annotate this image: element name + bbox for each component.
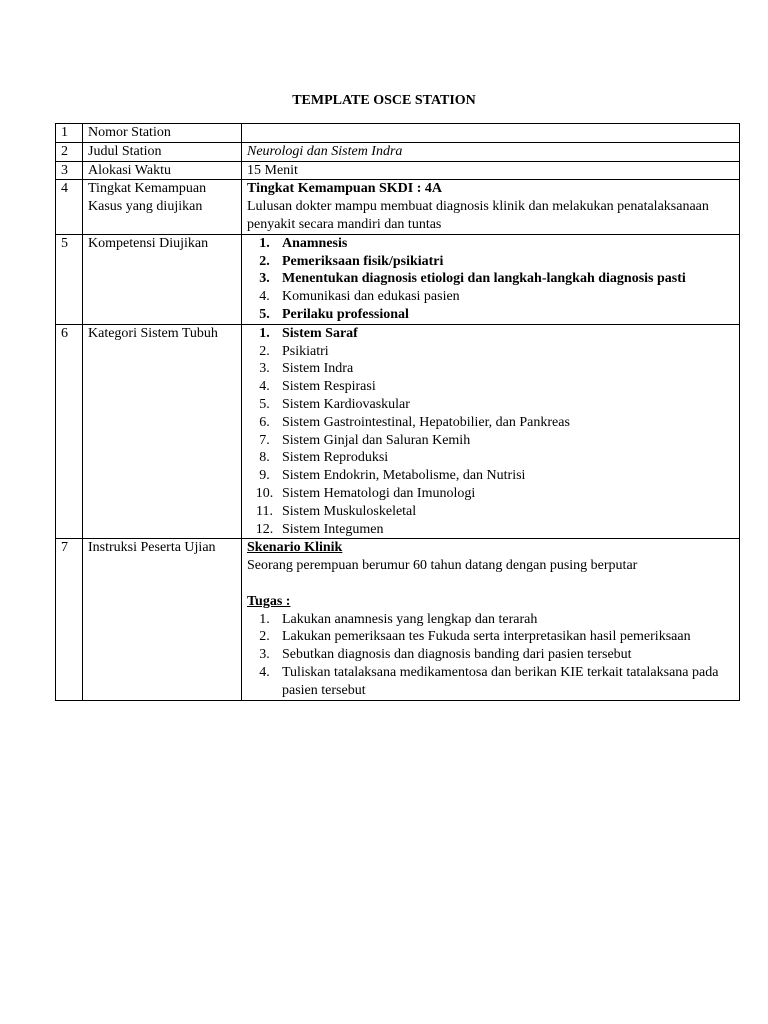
list-item-text: Sistem Indra <box>282 361 354 377</box>
row-label: Kategori Sistem Tubuh <box>83 324 242 539</box>
scenario-heading: Skenario Klinik <box>247 540 343 556</box>
table-row <box>56 539 740 700</box>
list-item <box>247 288 734 306</box>
list-item-text: Lakukan pemeriksaan tes Fukuda serta interpretasikan hasil pemeriksaan <box>282 629 691 645</box>
list-item <box>247 414 734 432</box>
table-row <box>56 324 740 539</box>
list-item-text: Sistem Ginjal dan Saluran Kemih <box>282 432 471 448</box>
list-item-number: 12. <box>255 521 274 537</box>
row-label: Alokasi Waktu <box>83 161 242 180</box>
list-item-number: 4. <box>259 289 270 305</box>
list-item-text: Sistem Respirasi <box>282 379 376 395</box>
table-row <box>56 180 740 234</box>
list-item-number: 11. <box>256 503 273 519</box>
list-item-text: Tuliskan tatalaksana medikamentosa dan berikan KIE terkait tatalaksana pada pasien tersebut <box>282 664 719 698</box>
tasks-heading: Tugas : <box>247 593 291 609</box>
competency-level-cell <box>242 180 740 234</box>
list-item-text: Sistem Muskuloskeletal <box>282 503 417 519</box>
list-item-text: Perilaku professional <box>282 306 409 322</box>
list-item <box>247 646 734 664</box>
station-number-value <box>242 124 740 143</box>
list-item-text: Pemeriksaan fisik/psikiatri <box>282 253 444 269</box>
list-item-text: Menentukan diagnosis etiologi dan langkah-langkah diagnosis pasti <box>282 271 686 287</box>
list-item-number: 1. <box>259 325 270 341</box>
skdi-level-description: Lulusan dokter mampu membuat diagnosis klinik dan melakukan penatalaksanaan penyakit secara mandiri dan tuntas <box>247 199 709 232</box>
list-item <box>247 611 734 629</box>
list-item-number: 9. <box>259 468 270 484</box>
list-item <box>247 343 734 361</box>
list-item <box>247 449 734 467</box>
list-item <box>247 467 734 485</box>
list-item <box>247 396 734 414</box>
list-item-number: 2. <box>259 343 270 359</box>
row-label: Instruksi Peserta Ujian <box>83 539 242 700</box>
list-item <box>247 521 734 539</box>
list-item-text: Sistem Endokrin, Metabolisme, dan Nutrisi <box>282 468 526 484</box>
list-item-number: 10. <box>255 485 274 501</box>
list-item-number: 2. <box>259 253 270 269</box>
list-item <box>247 503 734 521</box>
row-number: 3 <box>56 161 83 180</box>
list-item-text: Psikiatri <box>282 343 329 359</box>
list-item <box>247 664 734 700</box>
row-number: 6 <box>56 324 83 539</box>
list-item <box>247 235 734 253</box>
task-list <box>247 611 734 700</box>
list-item-number: 2. <box>259 629 270 645</box>
row-label: Tingkat Kemampuan Kasus yang diujikan <box>83 180 242 234</box>
row-label: Judul Station <box>83 142 242 161</box>
spacer <box>247 575 734 593</box>
list-item-number: 1. <box>259 235 270 251</box>
row-label: Kompetensi Diujikan <box>83 234 242 324</box>
body-system-list <box>242 324 740 539</box>
list-item-number: 5. <box>259 396 270 412</box>
list-item-number: 1. <box>259 611 270 627</box>
list-item-text: Sistem Gastrointestinal, Hepatobilier, dan Pankreas <box>282 414 570 430</box>
list-item-number: 8. <box>259 450 270 466</box>
instructions-cell <box>242 539 740 700</box>
scenario-text: Seorang perempuan berumur 60 tahun datang dengan pusing berputar <box>247 558 638 574</box>
list-item-text: Lakukan anamnesis yang lengkap dan terarah <box>282 611 538 627</box>
row-label: Nomor Station <box>83 124 242 143</box>
list-item <box>247 628 734 646</box>
list-item-text: Sebutkan diagnosis dan diagnosis banding dari pasien tersebut <box>282 647 632 663</box>
list-item-number: 4. <box>259 379 270 395</box>
list-item-number: 5. <box>259 306 270 322</box>
list-item-text: Anamnesis <box>282 235 348 251</box>
list-item-number: 3. <box>259 647 270 663</box>
list-item-text: Sistem Integumen <box>282 521 384 537</box>
list-item <box>247 270 734 288</box>
table-row <box>56 234 740 324</box>
table-row <box>56 142 740 161</box>
osce-table <box>55 123 740 701</box>
list-item-text: Sistem Kardiovaskular <box>282 396 410 412</box>
list-item-text: Sistem Hematologi dan Imunologi <box>282 485 476 501</box>
row-number: 2 <box>56 142 83 161</box>
row-number: 1 <box>56 124 83 143</box>
table-row <box>56 124 740 143</box>
list-item-text: Sistem Reproduksi <box>282 450 389 466</box>
list-item <box>247 253 734 271</box>
list-item-number: 3. <box>259 271 270 287</box>
row-number: 7 <box>56 539 83 700</box>
time-allocation-value: 15 Menit <box>242 161 740 180</box>
document-title: TEMPLATE OSCE STATION <box>292 93 476 108</box>
list-item <box>247 360 734 378</box>
list-item-number: 4. <box>259 664 270 680</box>
list-item-number: 6. <box>259 414 270 430</box>
list-item <box>247 325 734 343</box>
list-item <box>247 432 734 450</box>
list-item-text: Sistem Saraf <box>282 325 358 341</box>
station-title-value: Neurologi dan Sistem Indra <box>242 142 740 161</box>
list-item <box>247 378 734 396</box>
list-item <box>247 306 734 324</box>
list-item-text: Komunikasi dan edukasi pasien <box>282 289 460 305</box>
skdi-level-heading: Tingkat Kemampuan SKDI : 4A <box>247 181 443 197</box>
row-number: 5 <box>56 234 83 324</box>
row-number: 4 <box>56 180 83 234</box>
list-item-number: 7. <box>259 432 270 448</box>
competency-list <box>242 234 740 324</box>
list-item <box>247 485 734 503</box>
table-row <box>56 161 740 180</box>
list-item-number: 3. <box>259 361 270 377</box>
